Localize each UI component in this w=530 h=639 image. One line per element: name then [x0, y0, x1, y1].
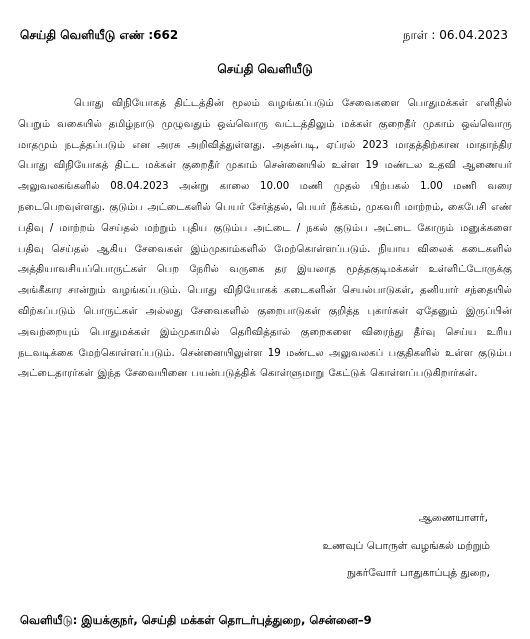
signature-line-3: நுகர்வோர் பாதுகாப்புத் துறை, [346, 567, 490, 579]
signature-line-2: உணவுப் பொருள் வழங்கல் மற்றும் [322, 540, 490, 552]
page-title: செய்தி வெளியீடு [217, 62, 313, 76]
body-paragraph: பொது விநியோகத் திட்டத்தின் மூலம் வழங்கப்படும் சேவைகளை பொதுமக்கள் எளிதில் பெறும் வகையில் தமிழ்நாடு முழுவதும் ஒவ்வொரு வட்டத்திலும் மக்கள் குறைதீர் முகாம் ஒவ்வொரு மாதமும் நடத்தப்படும் என அரசு அறிவித்துள்ளது. அதன்படி, ஏப்ரல் 2023 மாதத்திற்கான மாதாந்திர பொது விநியோகத் திட்ட மக்கள் குறைதீர் முகாம் சென்னையில் உள்ள 19 மண்டல உதவி ஆணையர் அலுவலகங்களில் 08.04.2023 அன்று காலை 10.00 மணி முதல் பிற்பகல் 1.00 மணி வரை நடைபெறவுள்ளது. குடும்ப அட்டைகளில் பெயர் சேர்த்தல், பெயர் நீக்கம், முகவரி மாற்றம், கைபேசி எண் பதிவு / மாற்றம் செய்தல் மற்றும் புதிய குடும்ப அட்டை / நகல் குடும்ப அட்டை கோரும் மனுக்களை பதிவு செய்தல் ஆகிய சேவைகள் இம்முகாம்களில் மேற்கொள்ளப்படும். நியாய விலைக் கடைகளில் அத்தியாவசியப்பொருட்கள் பெற நேரில் வருகை தர இயலாத மூத்தகுடிமக்கள் உள்ளிட்டோருக்கு அங்கீகார சான்றும் வழங்கப்படும். பொது விநியோகக் கடைகளின் செயல்பாடுகள், தனியார் சந்தையில் விற்கப்படும் பொருட்கள் அல்லது சேவைகளில் குறைபாடுகள் குறித்த புகார்கள் ஏதேனும் இருப்பின் அவற்றையும் பொதுமக்கள் இம்முகாமில் தெரிவித்தால் குறைகளை விரைந்து தீர்வு செய்ய உரிய நடவடிக்கை மேற்கொள்ளப்படும். சென்னையிலுள்ள 19 மண்டல அலுவலகப் பகுதிகளில் உள்ள குடும்ப அட்டைதாரர்கள் இந்த சேவையினை பயன்படுத்திக் கொள்ளுமாறு கேட்டுக் கொள்ளப்படுகிறார்கள். [18, 98, 512, 380]
release-date: நாள் : 06.04.2023 [402, 28, 508, 42]
release-number: செய்தி வெளியீடு எண் :662 [20, 28, 179, 42]
footer-publisher: வெளியீடு: இயக்குநர், செய்தி மக்கள் தொடர்புத்துறை, சென்னை–9 [20, 613, 372, 627]
signature-line-1: ஆணையாளர், [418, 512, 488, 524]
